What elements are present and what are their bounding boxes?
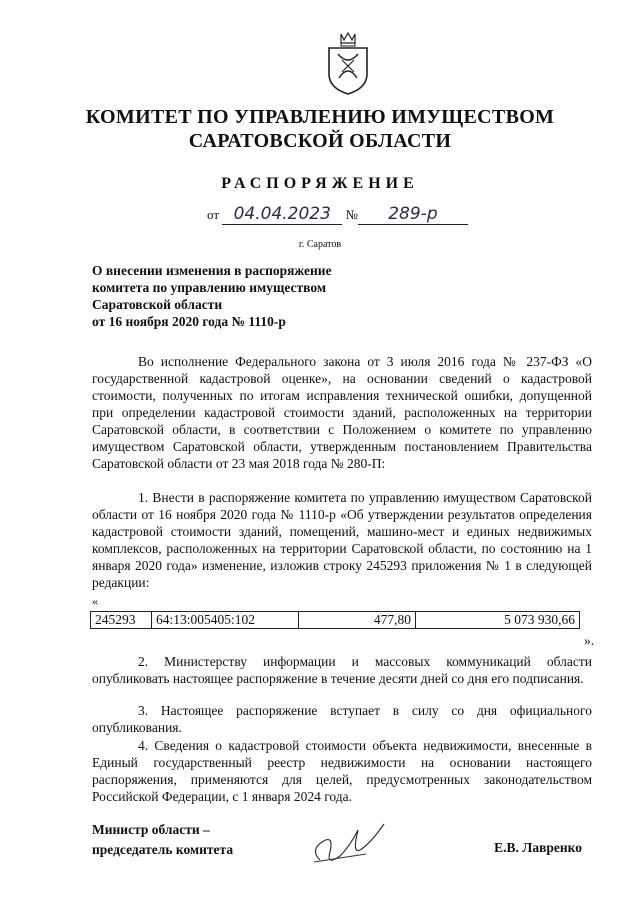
subject-line: комитета по управлению имуществом xyxy=(92,280,327,295)
subject-line: от 16 ноября 2020 года № 1110-р xyxy=(92,314,286,329)
row-number-cell: 245293 xyxy=(91,612,152,629)
area-cell: 477,80 xyxy=(299,612,416,629)
order-date: 04.04.2023 xyxy=(222,204,342,225)
cadastral-table xyxy=(90,611,580,629)
subject-block xyxy=(92,262,422,330)
subject-line: Саратовской области xyxy=(92,297,223,312)
subject-line: О внесении изменения в распоряжение xyxy=(92,263,332,278)
position-line: Министр области – xyxy=(92,822,210,837)
item-1-paragraph: 1. Внести в распоряжение комитета по управлению имуществом Саратовской области от 16 ноября 2020 года № 1110-р «Об утверждении результатов определения кадастровой стоимости зданий, помещений, машино-мест и единых недвижимых комплексов, расположенных на территории Саратовской области, по состоянию на 1 января 2020 года» изменение, изложив строку 245293 приложения № 1 в следующей редакции: xyxy=(92,490,592,590)
org-name-line1: КОМИТЕТ ПО УПРАВЛЕНИЮ ИМУЩЕСТВОМ xyxy=(85,106,555,128)
handwritten-signature xyxy=(300,820,390,875)
cadastral-number-cell: 64:13:005405:102 xyxy=(152,612,299,629)
signatory-position xyxy=(92,820,233,860)
item-4-paragraph: 4. Сведения о кадастровой стоимости объекта недвижимости, внесенные в Единый государственный реестр недвижимости на основании настоящего распоряжения, применяются для целей, предусмотренных законодательством Российской Федерации, с 1 января 2024 года. xyxy=(92,738,592,804)
intro-paragraph: Во исполнение Федерального закона от 3 июля 2016 года № 237-ФЗ «О государственной кадастровой оценке», на основании сведений о кадастровой стоимости, полученных по итогам исправления технической ошибки, допущенной при определении кадастровой стоимости зданий, расположенных на территории Саратовской области, в соответствии с Положением о комитете по управлению имуществом Саратовской области, утвержденным постановлением Правительства Саратовской области от 23 мая 2018 года № 280-П: xyxy=(92,354,592,471)
quote-close: ». xyxy=(584,633,595,648)
item-3-paragraph: 3. Настоящее распоряжение вступает в силу со дня официального опубликования. xyxy=(92,703,592,735)
document-title: РАСПОРЯЖЕНИЕ xyxy=(221,175,419,192)
org-name-line2: САРАТОВСКОЙ ОБЛАСТИ xyxy=(188,130,452,152)
city-label: г. Саратов xyxy=(298,239,342,250)
cadastral-value-cell: 5 073 930,66 xyxy=(416,612,580,629)
date-number-line xyxy=(207,204,468,225)
quote-open: « xyxy=(92,594,98,608)
number-prefix: № xyxy=(345,207,358,222)
table-row xyxy=(91,612,580,629)
date-prefix: от xyxy=(207,207,220,222)
position-line: председатель комитета xyxy=(92,842,234,857)
order-number: 289-р xyxy=(358,204,468,225)
coat-of-arms-emblem xyxy=(325,30,371,96)
item-2-paragraph: 2. Министерству информации и массовых коммуникаций области опубликовать настоящее распоряжение в течение десяти дней со дня его подписания. xyxy=(92,654,592,686)
signatory-name: Е.В. Лавренко xyxy=(494,840,582,855)
